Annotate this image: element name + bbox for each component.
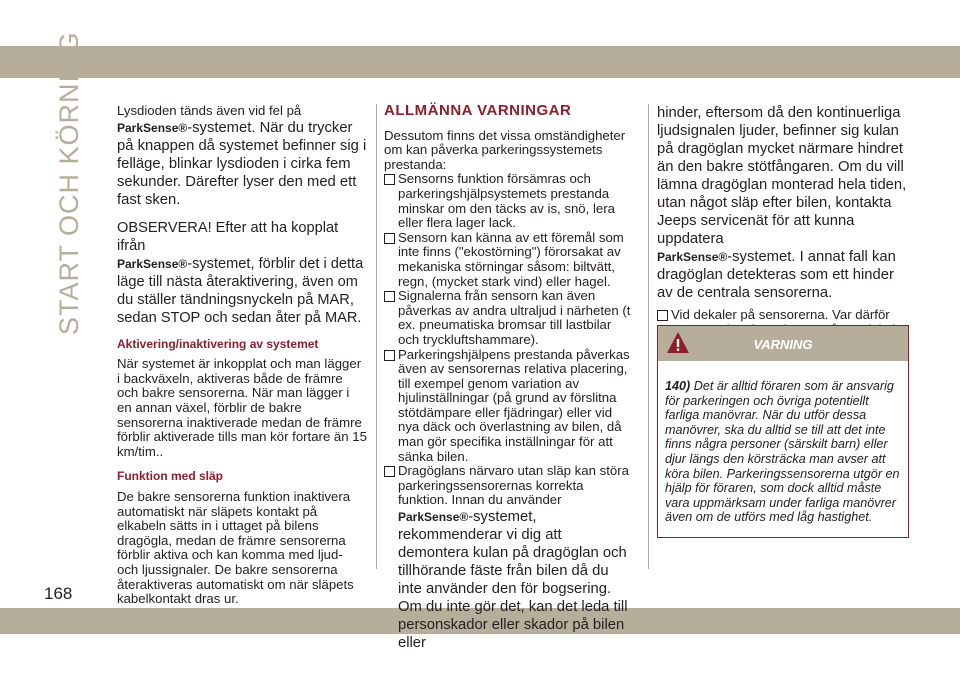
checkbox-bullet-icon xyxy=(384,233,395,244)
list-item xyxy=(384,231,636,289)
column-divider xyxy=(648,104,649,569)
warning-title: VARNING xyxy=(753,337,813,352)
column-1 xyxy=(117,104,367,613)
subheading-activation: Aktivering/inaktivering av systemet xyxy=(117,336,319,351)
subheading-trailer: Funktion med släp xyxy=(117,469,224,484)
text: -systemet. När du trycker på knappen då systemet befinner sig i felläge, blinkar lysdioden i cirka fem sekunder. Därefter lyser den med ett fast sken. xyxy=(117,119,367,208)
text: Dragöglans närvaro utan släp kan störa parkeringssensorernas korrekta funktion. Innan du använder xyxy=(398,463,629,508)
list-item-text xyxy=(398,464,636,652)
paragraph xyxy=(657,104,907,302)
warning-body: Det är alltid föraren som är ansvarig för parkeringen och övriga potentiellt farliga manövrar. När du utför dessa manövrer, ska du alltid se till att det inte finns några personer (särskilt barn) eller djur längs den körsträcka man avser att köra bilen. Parkeringssensorerna utgör en hjälp för föraren, som dock alltid måste vara uppmärksam under farliga manövrer även om de utförs med låg hastighet. xyxy=(665,379,900,525)
checkbox-bullet-icon xyxy=(657,310,668,321)
list-item xyxy=(384,172,636,230)
paragraph xyxy=(117,104,367,209)
checkbox-bullet-icon xyxy=(384,291,395,302)
section-heading: ALLMÄNNA VARNINGAR xyxy=(384,102,572,119)
warning-number: 140) xyxy=(665,379,691,393)
list-item xyxy=(384,348,636,465)
list-item-text: Sensorns funktion försämras och parkeringshjälpsystemets prestanda minskar om den täcks av is, snö, lera eller flera lager lack. xyxy=(398,171,615,231)
text: -systemet, förblir det i detta läge till nästa återaktivering, även om du ställer tändningsnyckeln på MAR, sedan STOP och sedan åter på MAR. xyxy=(117,255,364,326)
warning-text xyxy=(658,361,908,525)
brand-name: ParkSense® xyxy=(657,250,728,264)
column-divider xyxy=(376,104,377,569)
text: Lysdioden tänds även vid fel på xyxy=(117,103,302,118)
list-item xyxy=(384,464,636,652)
text: -systemet. I annat fall kan dragöglan detekteras som ett hinder av de centrala sensorerna. xyxy=(657,249,896,301)
checkbox-bullet-icon xyxy=(384,466,395,477)
warning-header xyxy=(658,326,908,361)
column-3 xyxy=(657,104,907,352)
note-paragraph xyxy=(117,219,367,327)
column-2 xyxy=(384,104,636,652)
list-item-text: Vid dekaler på sensorerna. Var därför xyxy=(671,307,890,322)
list-item-text: Parkeringshjälpens prestanda påverkas även av sensorernas relativa placering, till exempel genom variation av hjulinställningar (på grund av förslitna stötdämpare eller fjädringar) eller vid nya däck och överlastning av bilen, då man gör specifika inställningar för att sänka bilen. xyxy=(398,346,630,464)
checkbox-bullet-icon xyxy=(384,174,395,185)
brand-name: ParkSense® xyxy=(398,510,469,525)
text: OBSERVERA! Efter att ha kopplat ifrån xyxy=(117,219,339,254)
intro-paragraph: Dessutom finns det vissa omständigheter om kan påverka parkeringssystemets prestanda: xyxy=(384,127,626,172)
text: -systemet, rekommenderar vi dig att demontera kulan på dragöglan och tillhörande fäste från bilen då du inte använder den för bogsering. Om du inte gör det, kan det leda till personskador eller skador på bilen eller xyxy=(398,509,628,652)
list-item-text: Sensorn kan känna av ett föremål som inte finns ("ekostörning") förorsakat av mekaniska störningar såsom: biltvätt, regn, (mycket stark vind) eller hagel. xyxy=(398,229,624,289)
checkbox-bullet-icon xyxy=(384,350,395,361)
page-number: 168 xyxy=(44,584,73,603)
brand-name: ParkSense® xyxy=(117,120,188,135)
brand-name: ParkSense® xyxy=(117,256,188,271)
warning-box xyxy=(657,325,909,538)
paragraph: De bakre sensorerna funktion inaktivera automatiskt när släpets kontakt på elkabeln sätts in i uttaget på bilens dragögla, medan de främre sensorerna förblir aktiva och kan komma med ljud- och ljussignaler. De bakre sensorerna återaktiveras automatiskt om när släpets kabelkontakt dras ur. xyxy=(117,488,354,607)
list-item-text: Signalerna från sensorn kan även påverkas av andra ultraljud i närheten (t ex. pneumatiska bromsar till lastbilar och tryckluftshammare). xyxy=(398,288,631,347)
top-band xyxy=(0,46,960,78)
text: hinder, eftersom då den kontinuerliga ljudsignalen ljuder, befinner sig kulan på dragöglan mycket närmare hindret än den bakre stötfångaren. Om du vill lämna dragöglan monterad hela tiden, utan något släp efter bilen, kontakta Jeeps servicenät för att kunna uppdatera xyxy=(657,105,907,247)
section-side-title xyxy=(54,31,88,400)
list-item xyxy=(384,289,636,347)
paragraph: När systemet är inkopplat och man lägger i backväxeln, aktiveras både de främre och bakre sensorerna. När man lägger i en annan växel, förblir de bakre sensorerna inaktiverade medan de främre förblir aktiverade tills man kör fortare än 15 km/tim.. xyxy=(117,356,367,459)
side-title-text: START OCH KÖRNING xyxy=(54,31,84,335)
